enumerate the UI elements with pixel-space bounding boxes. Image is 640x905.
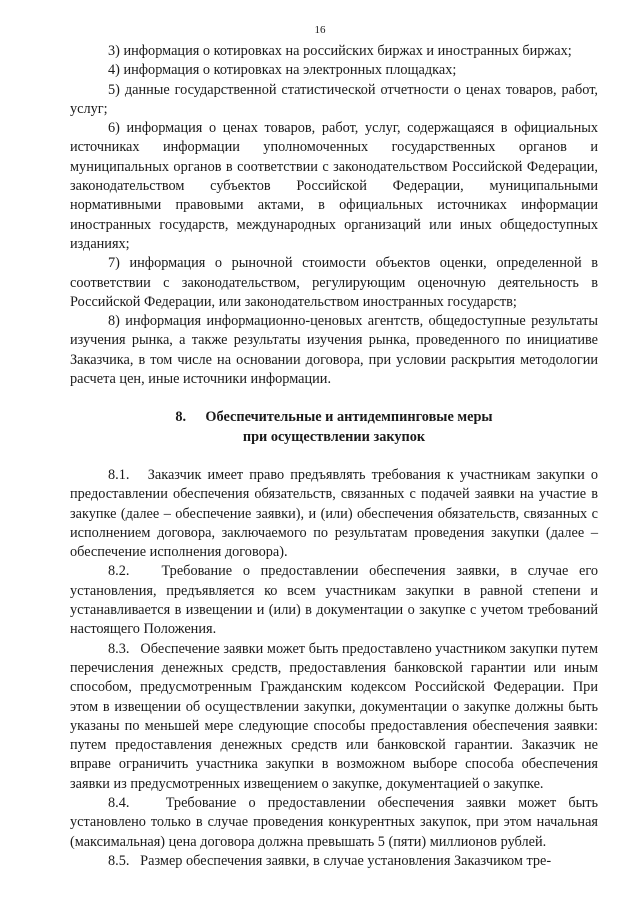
clause-paragraph: 8.4. Требование о предоставлении обеспечения заявки может быть установлено только в случае проведения конкурентных закупок, при этом начальная (максимальная) цена договора должна превышать 5 (пяти) миллионов рублей.: [70, 794, 598, 850]
document-body: [70, 42, 598, 871]
section-number: 8.: [175, 409, 187, 426]
clause-paragraph: 8.3. Обеспечение заявки может быть предоставлено участником закупки путем перечисления денежных средств, предоставления банковской гарантии или иным способом, предусмотренным Гражданским кодексом Российской Федерации. При этом в извещении об осуществлении закупки, документации о закупке должны быть указаны по меньшей мере следующие способы предоставления обеспечения заявки: путем предоставления денежных средств или банковской гарантии. Заказчик не вправе ограничить участника закупки в возможном выборе способа обеспечения заявки из предусмотренных извещением о закупке, документацией о закупке.: [70, 640, 598, 792]
clause-paragraph: 8.5. Размер обеспечения заявки, в случае установления Заказчиком тре-: [108, 852, 552, 869]
clause-paragraph: 8.2. Требование о предоставлении обеспечения заявки, в случае его установления, предъявляется ко всем участникам закупки в равной степени и устанавливается в извещении и (или) в документации о закупке с учетом требований настоящего Положения.: [70, 563, 598, 638]
section-title-line1: Обеспечительные и антидемпинговые меры: [205, 409, 493, 426]
list-item: 8) информация информационно-ценовых агентств, общедоступные результаты изучения рынка, а также результаты изучения рынка, проведенного по инициативе Заказчика, в том числе на основании договора, при условии раскрытия методологии расчета цен, иные источники информации.: [70, 313, 598, 388]
page-number: 16: [314, 24, 326, 36]
list-item: 6) информация о ценах товаров, работ, услуг, содержащаяся в официальных источниках информации уполномоченных государственных органов и муниципальных органов в соответствии с законодательством Российской Федерации, законодательством субъектов Российской Федерации, муниципальными нормативными правовыми актами, в официальных источниках информации иностранных государств, международных организаций или иных общедоступных изданиях;: [70, 120, 598, 252]
list-item: 7) информация о рыночной стоимости объектов оценки, определенной в соответствии с законодательством, регулирующим оценочную деятельность в Российской Федерации, или законодательством иностранных государств;: [70, 255, 598, 310]
list-item: 3) информация о котировках на российских биржах и иностранных биржах;: [108, 43, 572, 59]
list-item: 5) данные государственной статистической отчетности о ценах товаров, работ, услуг;: [70, 81, 598, 117]
section-title-line2: при осуществлении закупок: [242, 428, 426, 445]
list-item: 4) информация о котировках на электронных площадках;: [108, 62, 457, 79]
clause-paragraph: 8.1. Заказчик имеет право предъявлять требования к участникам закупки о предоставлении обеспечения обязательств, связанных с подачей заявки на участие в закупке (далее – обеспечение заявки), и (или) обеспечения обязательств, связанных с исполнением договора, заключаемого по результатам проведения закупки (далее – обеспечение исполнения договора).: [70, 466, 598, 561]
section-heading: [70, 408, 598, 447]
